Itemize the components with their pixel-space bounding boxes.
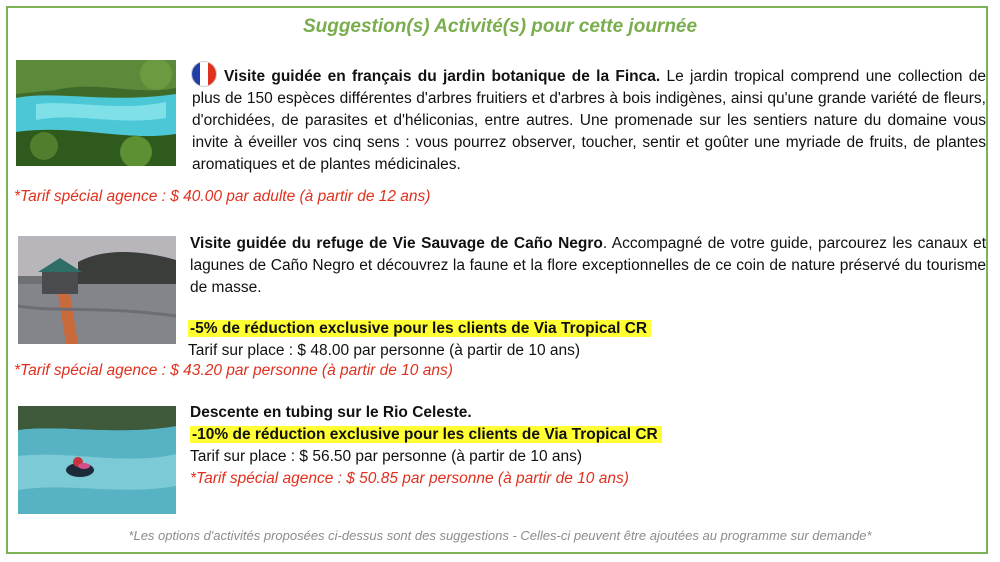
activity-2-onsite-price: Tarif sur place : $ 48.00 par personne (à partir de 10 ans) (188, 342, 581, 359)
activity-2-description (190, 233, 986, 299)
activity-3-onsite-price: Tarif sur place : $ 56.50 par personne (à partir de 10 ans) (190, 448, 583, 465)
page-title: Suggestion(s) Activité(s) pour cette journée (302, 16, 698, 37)
cano-negro-photo (18, 236, 176, 344)
activity-1-description (192, 62, 986, 176)
activity-3-name: Descente en tubing sur le Rio Celeste. (190, 404, 472, 421)
botanical-garden-photo (16, 60, 176, 166)
activity-2-name: Visite guidée du refuge de Vie Sauvage de Caño Negro (190, 235, 603, 252)
activity-3-block (190, 402, 986, 490)
rio-celeste-tubing-photo (18, 406, 176, 514)
activity-3-agency-price: *Tarif spécial agence : $ 50.85 par personne (à partir de 10 ans) (190, 470, 629, 487)
activity-1-text: Le jardin tropical comprend une collection de plus de 150 espèces différentes d'arbres fruitiers et d'arbres à bois indigènes, ainsi qu'une grande variété de fleurs, d'orchidées, de parasites et d'héliconias, entre autres. Une promenade sur les sentiers nature du domaine vous invite à éveiller vos cinq sens : vous pourrez observer, toucher, sentir et goûter une myriade de fruits, de plantes aromatiques et de plantes médicinales. (192, 68, 986, 173)
activity-2-text: . Accompagné de votre guide, parcourez les canaux et lagunes de Caño Negro et découvrez la faune et la flore exceptionnelles de ce coin de nature préservé du tourisme de masse. (190, 235, 987, 296)
activity-2-agency-price: *Tarif spécial agence : $ 43.20 par personne (à partir de 10 ans) (14, 362, 453, 379)
activity-3-discount-badge: -10% de réduction exclusive pour les clients de Via Tropical CR (190, 426, 662, 443)
activity-1-name: Visite guidée en français du jardin botanique de la Finca. (224, 68, 661, 85)
french-flag-icon (192, 62, 216, 86)
activity-2-discount-badge: -5% de réduction exclusive pour les clients de Via Tropical CR (188, 320, 651, 337)
footer-note: *Les options d'activités proposées ci-dessus sont des suggestions - Celles-ci peuvent être ajoutées au programme sur demande* (128, 528, 872, 543)
activity-1-agency-price: *Tarif spécial agence : $ 40.00 par adulte (à partir de 12 ans) (14, 188, 431, 205)
activity-2-pricing (188, 318, 988, 362)
